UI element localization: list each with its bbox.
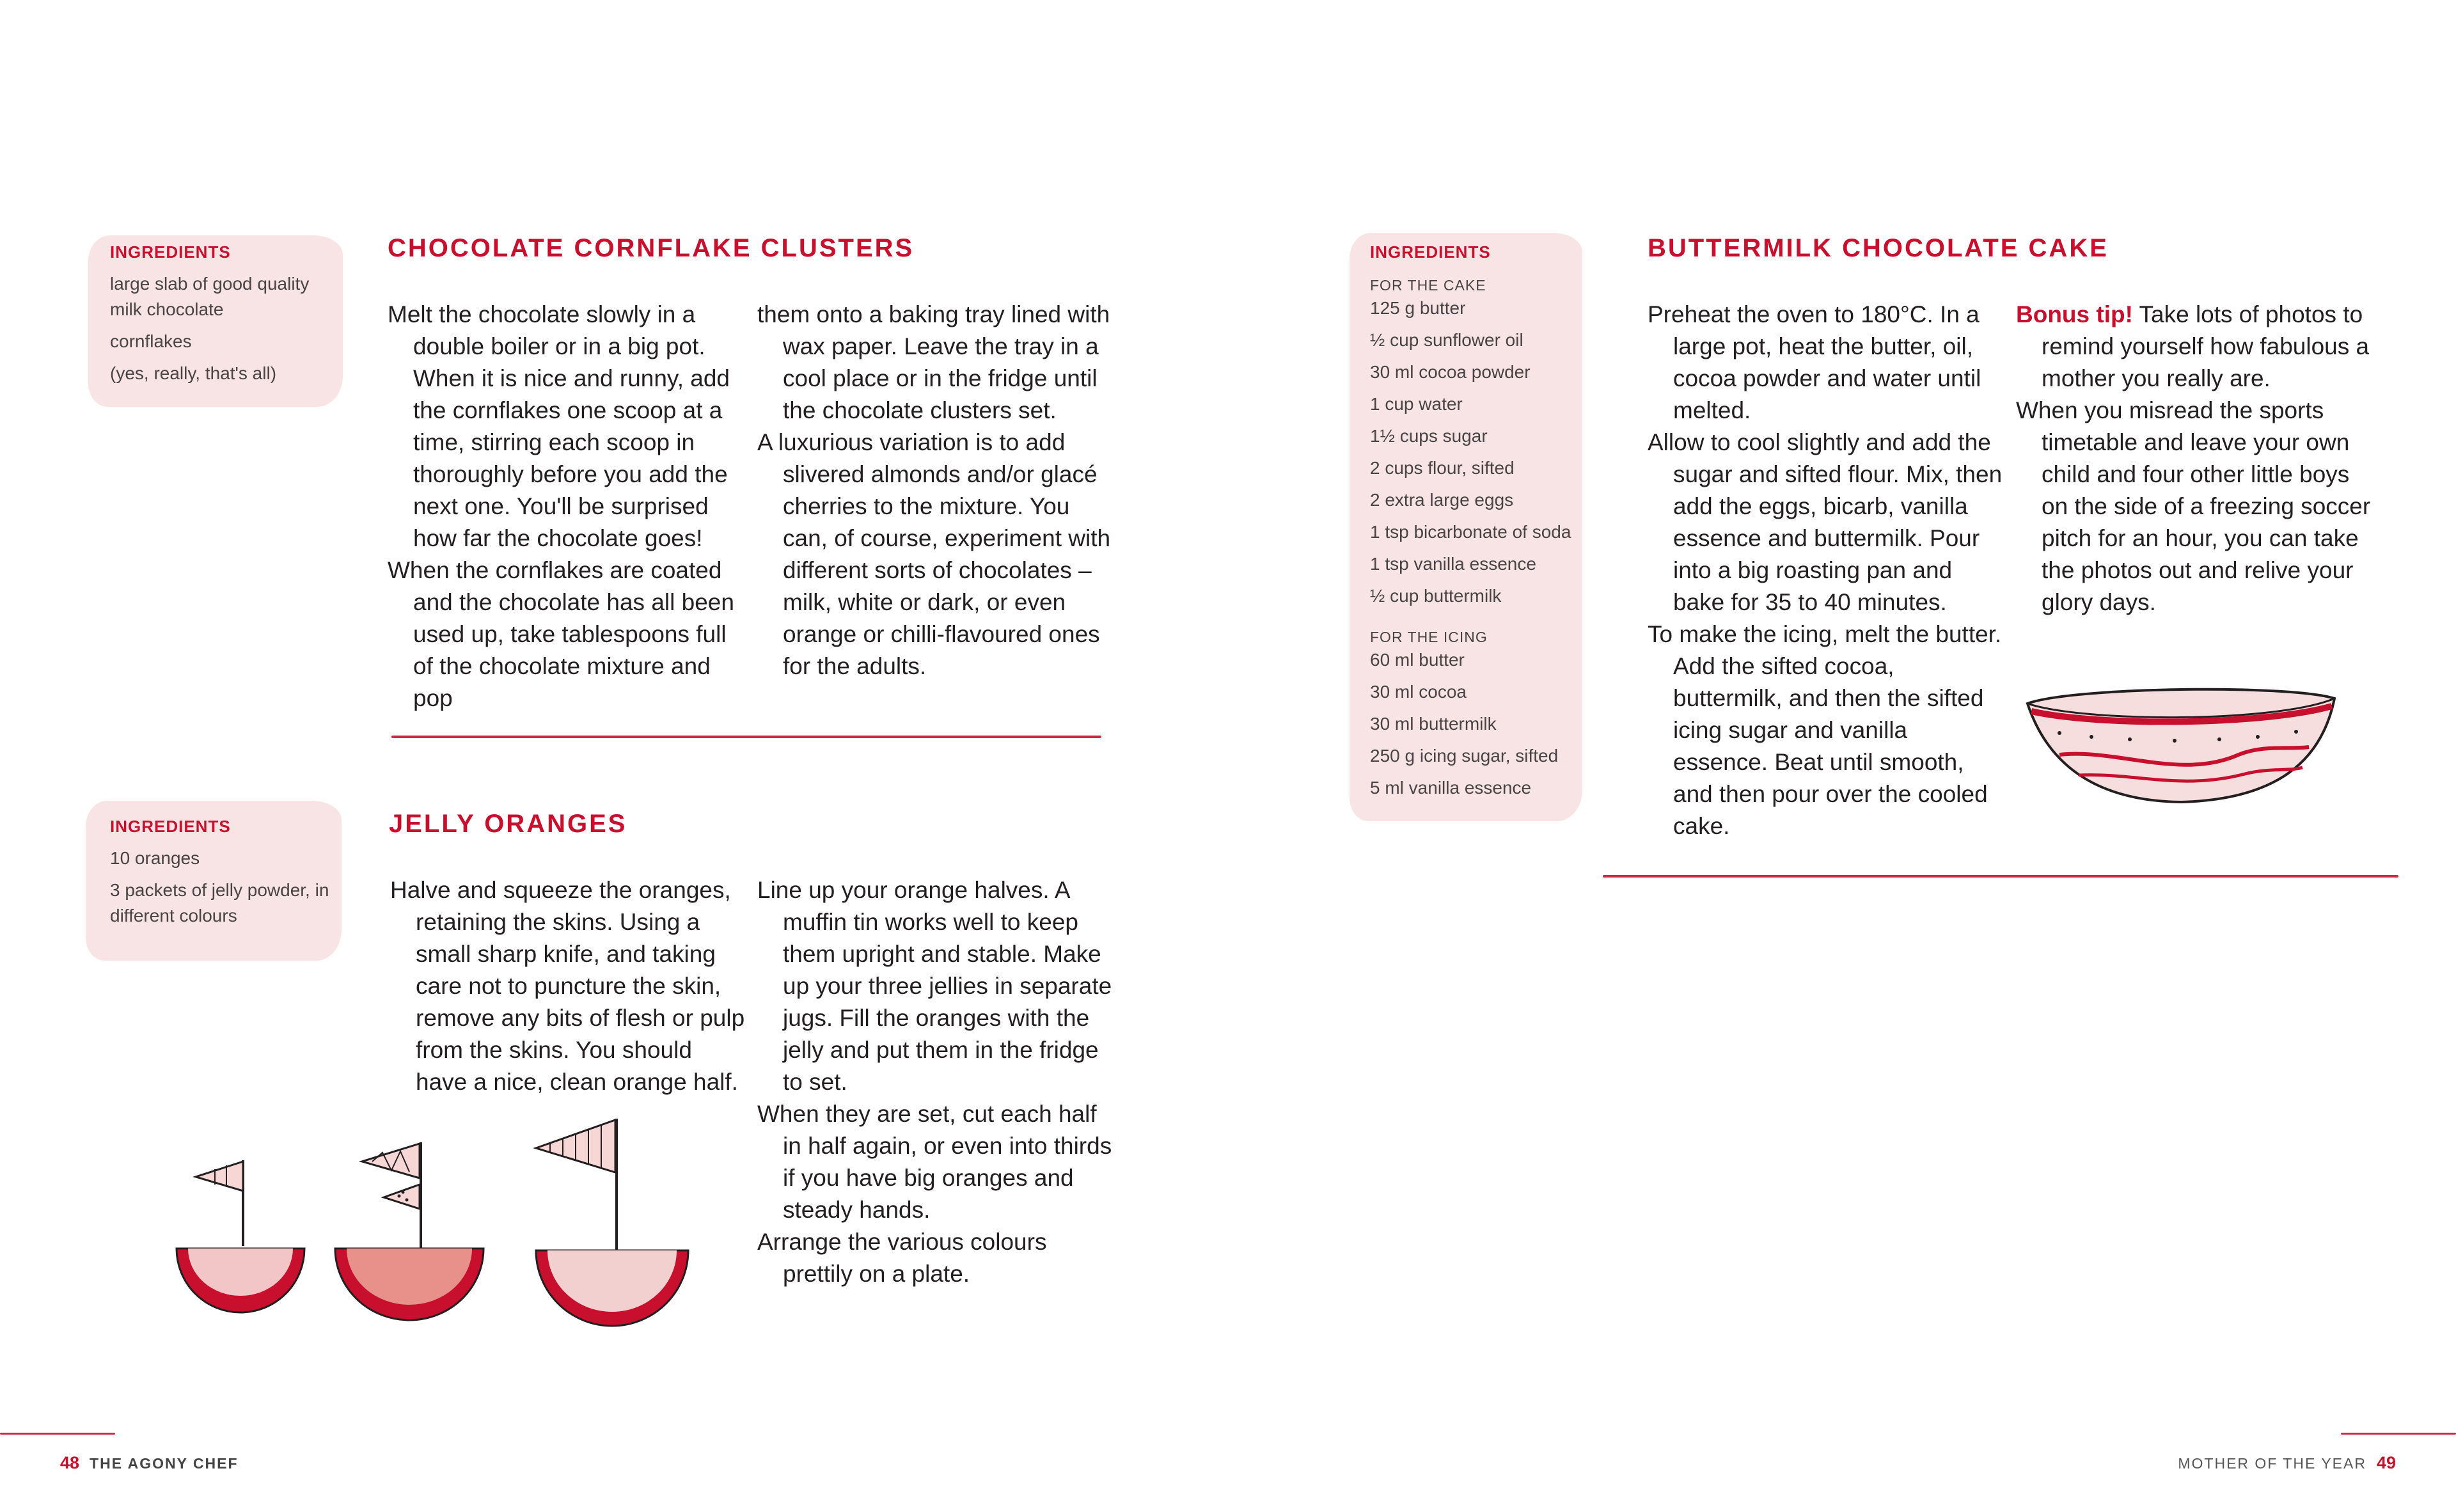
ingredient-item: 30 ml cocoa — [1370, 682, 1467, 702]
paragraph: them onto a baking tray lined with wax paper. Leave the tray in a cool place or in the fridge until the chocolate clusters set. — [757, 301, 1110, 423]
ingredient-item: 1½ cups sugar — [1370, 426, 1488, 446]
ingredient-item: 30 ml cocoa powder — [1370, 362, 1531, 382]
section-divider — [1603, 875, 2398, 878]
recipe-text-col1-jelly — [390, 874, 748, 1098]
ingredients-list-cornflake — [110, 239, 327, 393]
ingredient-item: 1 cup water — [1370, 394, 1463, 414]
ingredient-item: 250 g icing sugar, sifted — [1370, 746, 1559, 766]
ingredient-item: 60 ml butter — [1370, 650, 1465, 670]
recipe-title-jelly: JELLY ORANGES — [389, 810, 627, 838]
ingredient-item: large slab of good quality milk chocolate — [110, 274, 310, 319]
recipe-text-col1-cornflake — [388, 299, 746, 714]
ingredient-item: ½ cup sunflower oil — [1370, 330, 1523, 350]
ingredients-list-jelly — [110, 814, 340, 935]
paragraph: Allow to cool slightly and add the sugar and sifted flour. Mix, then add the eggs, bicarb, vanilla essence and buttermilk. Pour into a big roasting pan and bake for 35 to 40 minutes. — [1648, 429, 2003, 615]
bonus-tip-text: Take lots of photos to remind yourself how fabulous a mother you really are. — [2042, 301, 2370, 391]
ingredient-item: 30 ml buttermilk — [1370, 714, 1497, 734]
boat-illustration-icon — [531, 1116, 697, 1334]
boat-illustration-icon — [333, 1138, 486, 1330]
ingredients-heading: INGREDIENTS — [110, 817, 231, 836]
ingredient-item: 2 extra large eggs — [1370, 490, 1514, 510]
paragraph: When you misread the sports timetable and leave your own child and four other little boys on the side of a freezing soccer pitch for an hour, you can take the photos out and relive your glory days. — [2016, 397, 2371, 615]
ingredients-subheading: FOR THE CAKE — [1370, 277, 1486, 294]
ingredient-item: (yes, really, that's all) — [110, 363, 277, 383]
ingredient-item: 5 ml vanilla essence — [1370, 778, 1532, 798]
recipe-title-cornflake: CHOCOLATE CORNFLAKE CLUSTERS — [388, 234, 915, 262]
ingredient-item: 1 tsp vanilla essence — [1370, 554, 1536, 574]
footer-rule-left — [0, 1433, 115, 1435]
ingredients-heading: INGREDIENTS — [1370, 242, 1491, 262]
recipe-text-col2-cornflake — [757, 299, 1115, 682]
ingredient-item: 125 g butter — [1370, 298, 1466, 318]
ingredient-item: 2 cups flour, sifted — [1370, 458, 1515, 478]
paragraph: A luxurious variation is to add slivered almonds and/or glacé cherries to the mixture. You can, of course, experiment with different sorts of chocolates – milk, white or dark, or even orange or chilli-flavoured ones for the adults. — [757, 429, 1111, 679]
bowl-illustration-icon — [2021, 678, 2341, 812]
page-number: 48 — [60, 1453, 80, 1472]
section-title: MOTHER OF THE YEAR — [2178, 1455, 2366, 1472]
footer-rule-right — [2341, 1433, 2456, 1435]
recipe-text-col2-jelly — [757, 874, 1115, 1290]
paragraph: Arrange the various colours prettily on a plate. — [757, 1229, 1047, 1287]
ingredient-item: cornflakes — [110, 331, 192, 351]
paragraph: Line up your orange halves. A muffin tin works well to keep them upright and stable. Make up your three jellies in separate jugs. Fill the oranges with the jelly and put them in the fridge to set. — [757, 877, 1112, 1095]
paragraph: Halve and squeeze the oranges, retaining the skins. Using a small sharp knife, and taking care not to puncture the skin, remove any bits of flesh or pulp from the skins. You should have a nice, clean orange half. — [390, 877, 745, 1095]
ingredients-subheading: FOR THE ICING — [1370, 629, 1488, 645]
book-title: THE AGONY CHEF — [90, 1455, 239, 1472]
paragraph — [2016, 299, 2374, 395]
footer-right — [2178, 1453, 2396, 1473]
paragraph: When the cornflakes are coated and the chocolate has all been used up, take tablespoons full of the chocolate mixture and pop — [388, 557, 734, 711]
paragraph: Preheat the oven to 180°C. In a large pot, heat the butter, oil, cocoa powder and water until melted. — [1648, 301, 1981, 423]
recipe-title-cake: BUTTERMILK CHOCOLATE CAKE — [1648, 234, 2109, 262]
page-number: 49 — [2376, 1453, 2396, 1472]
paragraph: Melt the chocolate slowly in a double boiler or in a big pot. When it is nice and runny, add the cornflakes one scoop at a time, stirring each scoop in thoroughly before you add the next one. You'll be surprised how far the chocolate goes! — [388, 301, 730, 551]
paragraph: When they are set, cut each half in half again, or even into thirds if you have big oranges and steady hands. — [757, 1101, 1112, 1223]
ingredients-list-cake — [1370, 239, 1581, 807]
ingredient-item: ½ cup buttermilk — [1370, 586, 1502, 606]
footer-left — [60, 1453, 239, 1473]
ingredient-item: 3 packets of jelly powder, in different colours — [110, 880, 329, 925]
ingredient-item: 1 tsp bicarbonate of soda — [1370, 522, 1571, 542]
recipe-text-col1-cake — [1648, 299, 2006, 842]
section-divider — [391, 736, 1101, 738]
ingredient-item: 10 oranges — [110, 848, 200, 868]
paragraph: To make the icing, melt the butter. Add the sifted cocoa, buttermilk, and then the sifted icing sugar and vanilla essence. Beat until smooth, and then pour over the cooled cake. — [1648, 621, 2002, 839]
boat-illustration-icon — [173, 1151, 313, 1324]
bonus-tip — [2016, 299, 2374, 618]
bonus-tip-label: Bonus tip! — [2016, 301, 2133, 327]
ingredients-heading: INGREDIENTS — [110, 242, 231, 262]
